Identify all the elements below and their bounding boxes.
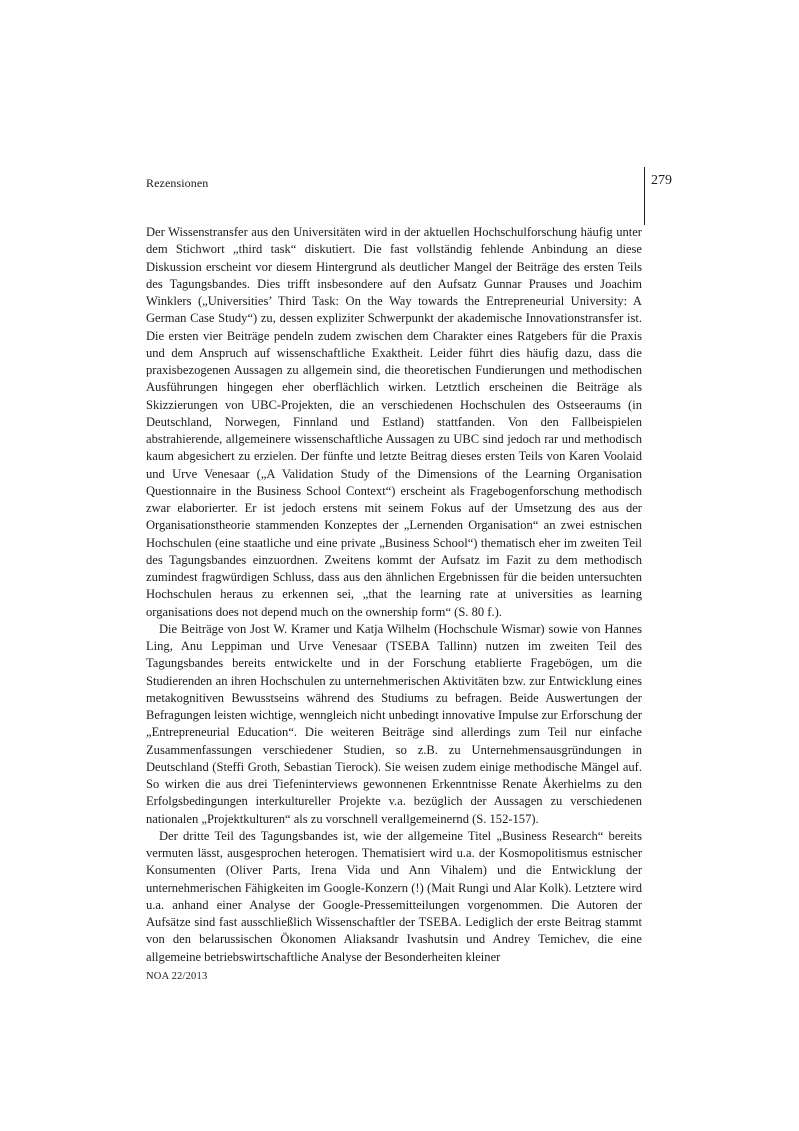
running-header-section: Rezensionen [146, 176, 209, 190]
paragraph-2: Die Beiträge von Jost W. Kramer und Katja Wilhelm (Hochschule Wismar) sowie von Hannes Ling, Anu Leppiman und Urve Venesaar (TSEBA Tallinn) nutzen im zweiten Teil des Tagungsbandes bereits entwickelte und in der Forschung etablierte Fragebögen, um die Studierenden an ihren Hochschulen zu unternehmerischen Aktivitäten bzw. zur Entwicklung eines metakognitiven Bewusstseins während des Studiums zu befragen. Beide Auswertungen der Befragungen leisten wichtige, wenngleich nicht unbedingt innovative Impulse zur Erforschung der „Entrepreneurial Education“. Die weiteren Beiträge sind allerdings zum Teil nur einfache Zusammenfassungen verschiedener Studien, so z.B. zu Unternehmensausgründungen in Deutschland (Steffi Groth, Sebastian Tierock). Sie weisen zudem einige methodische Mängel auf. So wirken die aus drei Tiefeninterviews gewonnenen Erkenntnisse Renate Åkerhielms zu den Erfolgsbedingungen interkultureller Projekte v.a. bezüglich der Aussagen zu verschiedenen nationalen „Projektkulturen“ als zu vorschnell verallgemeinernd (S. 152-157). [146, 621, 642, 826]
paragraph-3: Der dritte Teil des Tagungsbandes ist, wie der allgemeine Titel „Business Research“ bereits vermuten lässt, ausgesprochen heterogen. Thematisiert wird u.a. der Kosmopolitismus estnischer Konsumenten (Oliver Parts, Irena Vida und Ann Vihalem) und die Entwicklung der unternehmerischen Fähigkeiten im Google-Konzern (!) (Mait Rungi und Alar Kolk). Letztere wird u.a. anhand einer Analyse der Google-Pressemitteilungen vorgenommen. Die Autoren der Aufsätze sind fast ausschließlich Wissenschaftler der TSEBA. Lediglich der erste Beitrag stammt von den belarussischen Ökonomen Aliaksandr Ivashutsin und Andrey Temichev, die eine allgemeine betriebswirtschaftliche Analyse der Besonderheiten kleiner [146, 828, 642, 964]
page-number: 279 [651, 173, 672, 188]
header-vertical-rule [644, 167, 645, 225]
article-body [146, 224, 642, 966]
footer-journal-issue: NOA 22/2013 [146, 971, 208, 982]
paragraph-1: Der Wissenstransfer aus den Universitäten wird in der aktuellen Hochschulforschung häufig unter dem Stichwort „third task“ diskutiert. Die fast vollständig fehlende Anbindung an diese Diskussion erscheint vor diesem Hintergrund als deutlicher Mangel der Beiträge des ersten Teils des Tagungsbandes. Dies trifft insbesondere auf den Aufsatz Gunnar Prauses und Joachim Winklers („Universities’ Third Task: On the Way towards the Entrepreneurial University: A German Case Study“) zu, dessen expliziter Schwerpunkt der akademische Innovationstransfer ist. Die ersten vier Beiträge pendeln zudem zwischen dem Charakter eines Ratgebers für die Praxis und dem Anspruch auf wissenschaftliche Exaktheit. Leider führt dies häufig dazu, dass die praxisbezogenen Aussagen zu allgemein sind, die theoretischen Fundierungen und methodischen Ausführungen hingegen eher oberflächlich wirken. Letztlich erscheinen die Beiträge als Skizzierungen von UBC-Projekten, die an verschiedenen Hochschulen des Ostseeraums (in Deutschland, Norwegen, Finnland und Estland) stattfanden. Von den Fallbeispielen abstrahierende, allgemeinere wissenschaftliche Aussagen zu UBC sind jedoch rar und methodisch kaum abgesichert zu erzielen. Der fünfte und letzte Beitrag dieses ersten Teils von Karen Voolaid und Urve Venesaar („A Validation Study of the Dimensions of the Learning Organisation Questionnaire in the Business School Context“) erscheint als Fragebogenforschung methodisch zwar elaborierter. Er ist jedoch erstens mit seinem Fokus auf der Umsetzung des aus der Organisationstheorie stammenden Konzeptes der „Lernenden Organisation“ an zwei estnischen Hochschulen (eine staatliche und eine private „Business School“) thematisch eher im zweiten Teil des Tagungsbandes einzuordnen. Zweitens kommt der Aufsatz im Fazit zu dem methodisch zumindest fragwürdigen Schluss, dass aus den ähnlichen Ergebnissen für die beiden untersuchten Hochschulen heraus zu erkennen sei, „that the learning rate at universities as learning organisations does not depend much on the ownership form“ (S. 80 f.). [146, 225, 642, 619]
